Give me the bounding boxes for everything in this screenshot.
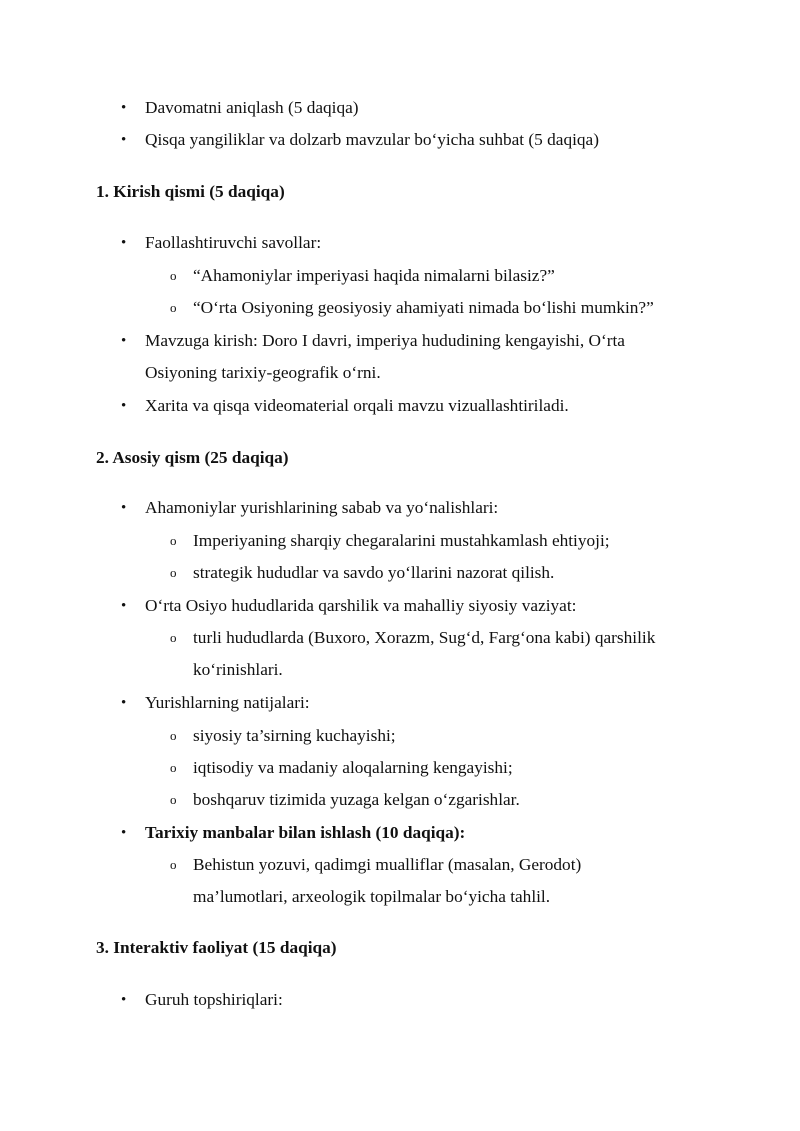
sub-bullet-icon: o (170, 857, 177, 872)
sub-list-item: Behistun yozuvi, qadimgi mualliflar (masalan, Gerodot) (193, 855, 582, 874)
list-item: Yurishlarning natijalari: (145, 693, 310, 712)
bullet-icon: • (121, 100, 127, 116)
bullet-icon: • (121, 598, 127, 614)
bullet-icon: • (121, 500, 127, 516)
sub-list-item: iqtisodiy va madaniy aloqalarning kengayishi; (193, 758, 513, 777)
sub-bullet-icon: o (170, 300, 177, 315)
sub-list-item: strategik hududlar va savdo yo‘llarini nazorat qilish. (193, 563, 555, 582)
list-item: Faollashtiruvchi savollar: (145, 233, 322, 252)
bullet-icon: • (121, 235, 127, 251)
list-item: Xarita va qisqa videomaterial orqali mavzu vizuallashtiriladi. (145, 396, 569, 415)
list-item: Ahamoniylar yurishlarining sabab va yo‘nalishlari: (145, 498, 499, 517)
sub-list-item: Imperiyaning sharqiy chegaralarini mustahkamlash ehtiyoji; (193, 531, 610, 550)
sub-list-item: turli hududlarda (Buxoro, Xorazm, Sug‘d, Farg‘ona kabi) qarshilik (193, 628, 656, 647)
bullet-icon: • (121, 132, 127, 148)
list-item: O‘rta Osiyo hududlarida qarshilik va mahalliy siyosiy vaziyat: (145, 596, 577, 615)
sub-list-item-continuation: ma’lumotlari, arxeologik topilmalar bo‘yicha tahlil. (193, 887, 551, 906)
sub-list-item-continuation: ko‘rinishlari. (193, 660, 283, 679)
list-item-continuation: Osiyoning tarixiy-geografik o‘rni. (145, 363, 381, 382)
bullet-icon: • (121, 333, 127, 349)
section-heading-asosiy: 2. Asosiy qism (25 daqiqa) (96, 448, 289, 467)
list-item: Qisqa yangiliklar va dolzarb mavzular bo‘yicha suhbat (5 daqiqa) (145, 130, 599, 149)
bullet-icon: • (121, 992, 127, 1008)
sub-bullet-icon: o (170, 565, 177, 580)
sub-bullet-icon: o (170, 630, 177, 645)
list-item-bold: Tarixiy manbalar bilan ishlash (10 daqiqa): (145, 823, 466, 842)
sub-bullet-icon: o (170, 760, 177, 775)
sub-list-item: “Ahamoniylar imperiyasi haqida nimalarni bilasiz?” (193, 266, 555, 285)
sub-bullet-icon: o (170, 792, 177, 807)
sub-bullet-icon: o (170, 268, 177, 283)
section-heading-interaktiv: 3. Interaktiv faoliyat (15 daqiqa) (96, 938, 337, 957)
list-item: Davomatni aniqlash (5 daqiqa) (145, 98, 359, 117)
list-item: Mavzuga kirish: Doro I davri, imperiya hududining kengayishi, O‘rta (145, 331, 625, 350)
sub-list-item: “O‘rta Osiyoning geosiyosiy ahamiyati nimada bo‘lishi mumkin?” (193, 298, 654, 317)
list-item: Guruh topshiriqlari: (145, 990, 283, 1009)
sub-list-item: boshqaruv tizimida yuzaga kelgan o‘zgarishlar. (193, 790, 520, 809)
bullet-icon: • (121, 398, 127, 414)
sub-bullet-icon: o (170, 728, 177, 743)
bullet-icon: • (121, 825, 127, 841)
sub-bullet-icon: o (170, 533, 177, 548)
section-heading-kirish: 1. Kirish qismi (5 daqiqa) (96, 182, 285, 201)
sub-list-item: siyosiy ta’sirning kuchayishi; (193, 726, 396, 745)
bullet-icon: • (121, 695, 127, 711)
